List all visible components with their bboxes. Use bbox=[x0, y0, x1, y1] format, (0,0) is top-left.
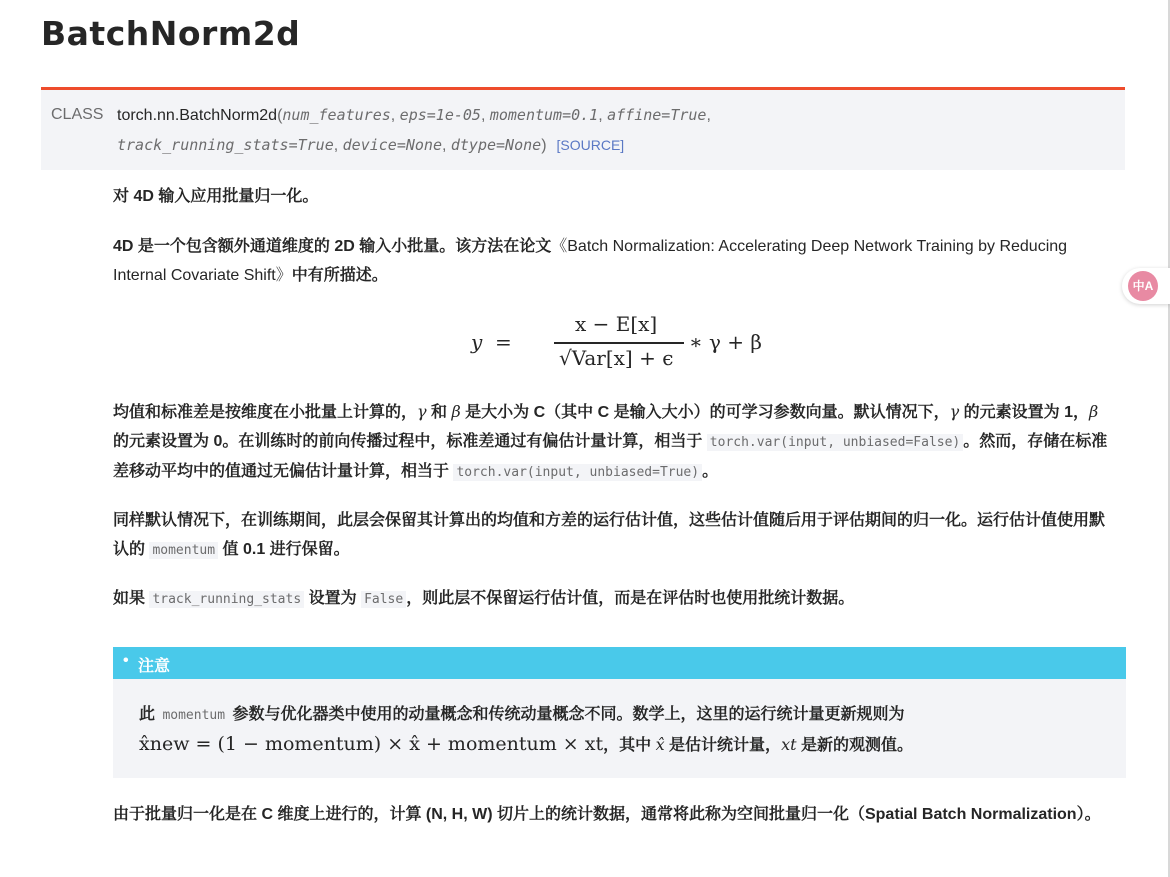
class-label: CLASS bbox=[51, 106, 104, 123]
formula-denominator: √Var[x] + ϵ bbox=[559, 346, 674, 370]
note-text: 此 momentum 参数与优化器类中使用的动量概念和传统动量概念不同。数学上，这里的运行统计量更新规则为 x̂new = (1 − momentum) × x̂ + momentum × xt，其中 x̂ 是估计统计量，xt 是新的观测值。 bbox=[139, 706, 913, 755]
spatial-paragraph: 由于批量归一化是在 C 维度上进行的，计算 (N, H, W) 切片上的统计数据，通常将此称为空间批量归一化（Spatial Batch Normalization）。 bbox=[113, 806, 1101, 823]
intro-text: 对 4D 输入应用批量归一化。 bbox=[113, 188, 319, 205]
formula-lhs: y bbox=[471, 330, 483, 354]
inline-code: torch.var(input, unbiased=False) bbox=[707, 434, 963, 451]
beta-symbol: β bbox=[451, 402, 461, 421]
translate-icon: 中A bbox=[1128, 271, 1158, 301]
param: track_running_stats=True bbox=[117, 136, 334, 154]
param: affine=True bbox=[607, 106, 707, 124]
inline-code: momentum bbox=[149, 542, 218, 559]
note-header bbox=[113, 647, 1126, 679]
formula-tail: ∗ γ + β bbox=[689, 330, 762, 354]
page-title: BatchNorm2d bbox=[41, 14, 301, 53]
gamma-symbol: γ bbox=[417, 402, 427, 421]
note-body bbox=[113, 679, 1126, 778]
open-paren: ( bbox=[277, 107, 283, 124]
description-text: 4D 是一个包含额外通道维度的 2D 输入小批量。该方法在论文《Batch Normalization: Accelerating Deep Network Training by Reducing Internal Covariate Shift》中有所描述。 bbox=[113, 238, 1068, 284]
source-link[interactable]: [SOURCE] bbox=[556, 137, 625, 153]
param: momentum=0.1 bbox=[489, 106, 599, 124]
param: device=None bbox=[342, 136, 442, 154]
running-stats-paragraph: 同样默认情况下，在训练期间，此层会保留其计算出的均值和方差的运行估计值，这些估计值随后用于评估期间的归一化。运行估计值使用默认的 momentum 值 0.1 进行保留。 bbox=[113, 512, 1106, 558]
paper-title: 《Batch Normalization: Accelerating Deep Network Training by Reducing Internal Covariate Shift》 bbox=[113, 238, 1068, 284]
fraction-bar bbox=[554, 342, 684, 344]
signature-line-2: track_running_stats=True, device=None, dtype=None) [SOURCE] bbox=[117, 136, 625, 154]
inline-code: torch.var(input, unbiased=True) bbox=[453, 464, 702, 481]
gamma-symbol: γ bbox=[949, 402, 960, 421]
xt-symbol: xt bbox=[781, 735, 797, 754]
beta-symbol: β bbox=[1089, 402, 1099, 421]
param: eps=1e-05 bbox=[399, 106, 481, 124]
mean-std-paragraph: 均值和标准差是按维度在小批量上计算的，γ 和 β 是大小为 C（其中 C 是输入大小）的可学习参数向量。默认情况下，γ 的元素设置为 1，β 的元素设置为 0。在训练时的前向传播过程中，标准差通过有偏估计量计算，相当于 torch.var(input, unbiased=False) 。然而，存储在标准差移动平均中的值通过无偏估计量计算，相当于 torch.var(input, unbiased=True) 。 bbox=[113, 402, 1108, 480]
track-stats-paragraph: 如果 track_running_stats 设置为 False ，则此层不保留运行估计值，而是在评估时也使用批统计数据。 bbox=[113, 590, 855, 607]
signature-line-1: torch.nn.BatchNorm2d(num_features, eps=1e-05, momentum=0.1, affine=True, bbox=[117, 106, 711, 124]
formula-numerator: x − E[x] bbox=[575, 312, 658, 336]
inline-code: False bbox=[361, 591, 406, 608]
formula-equals: = bbox=[495, 330, 512, 354]
bullet-icon: • bbox=[123, 652, 129, 669]
xhat-symbol: x̂ bbox=[655, 735, 665, 754]
close-paren: ) bbox=[541, 137, 547, 154]
param: num_features bbox=[282, 106, 391, 124]
param: dtype=None bbox=[450, 136, 542, 154]
class-name: torch.nn.BatchNorm2d bbox=[117, 107, 278, 124]
translate-button[interactable] bbox=[1122, 268, 1170, 304]
batchnorm-formula bbox=[471, 308, 771, 378]
inline-code: track_running_stats bbox=[149, 591, 304, 608]
inline-code: momentum bbox=[159, 707, 228, 724]
update-rule-math: x̂new = (1 − momentum) × x̂ + momentum × xt bbox=[139, 733, 604, 755]
note-label: 注意 bbox=[138, 658, 171, 675]
class-signature bbox=[41, 87, 1125, 170]
